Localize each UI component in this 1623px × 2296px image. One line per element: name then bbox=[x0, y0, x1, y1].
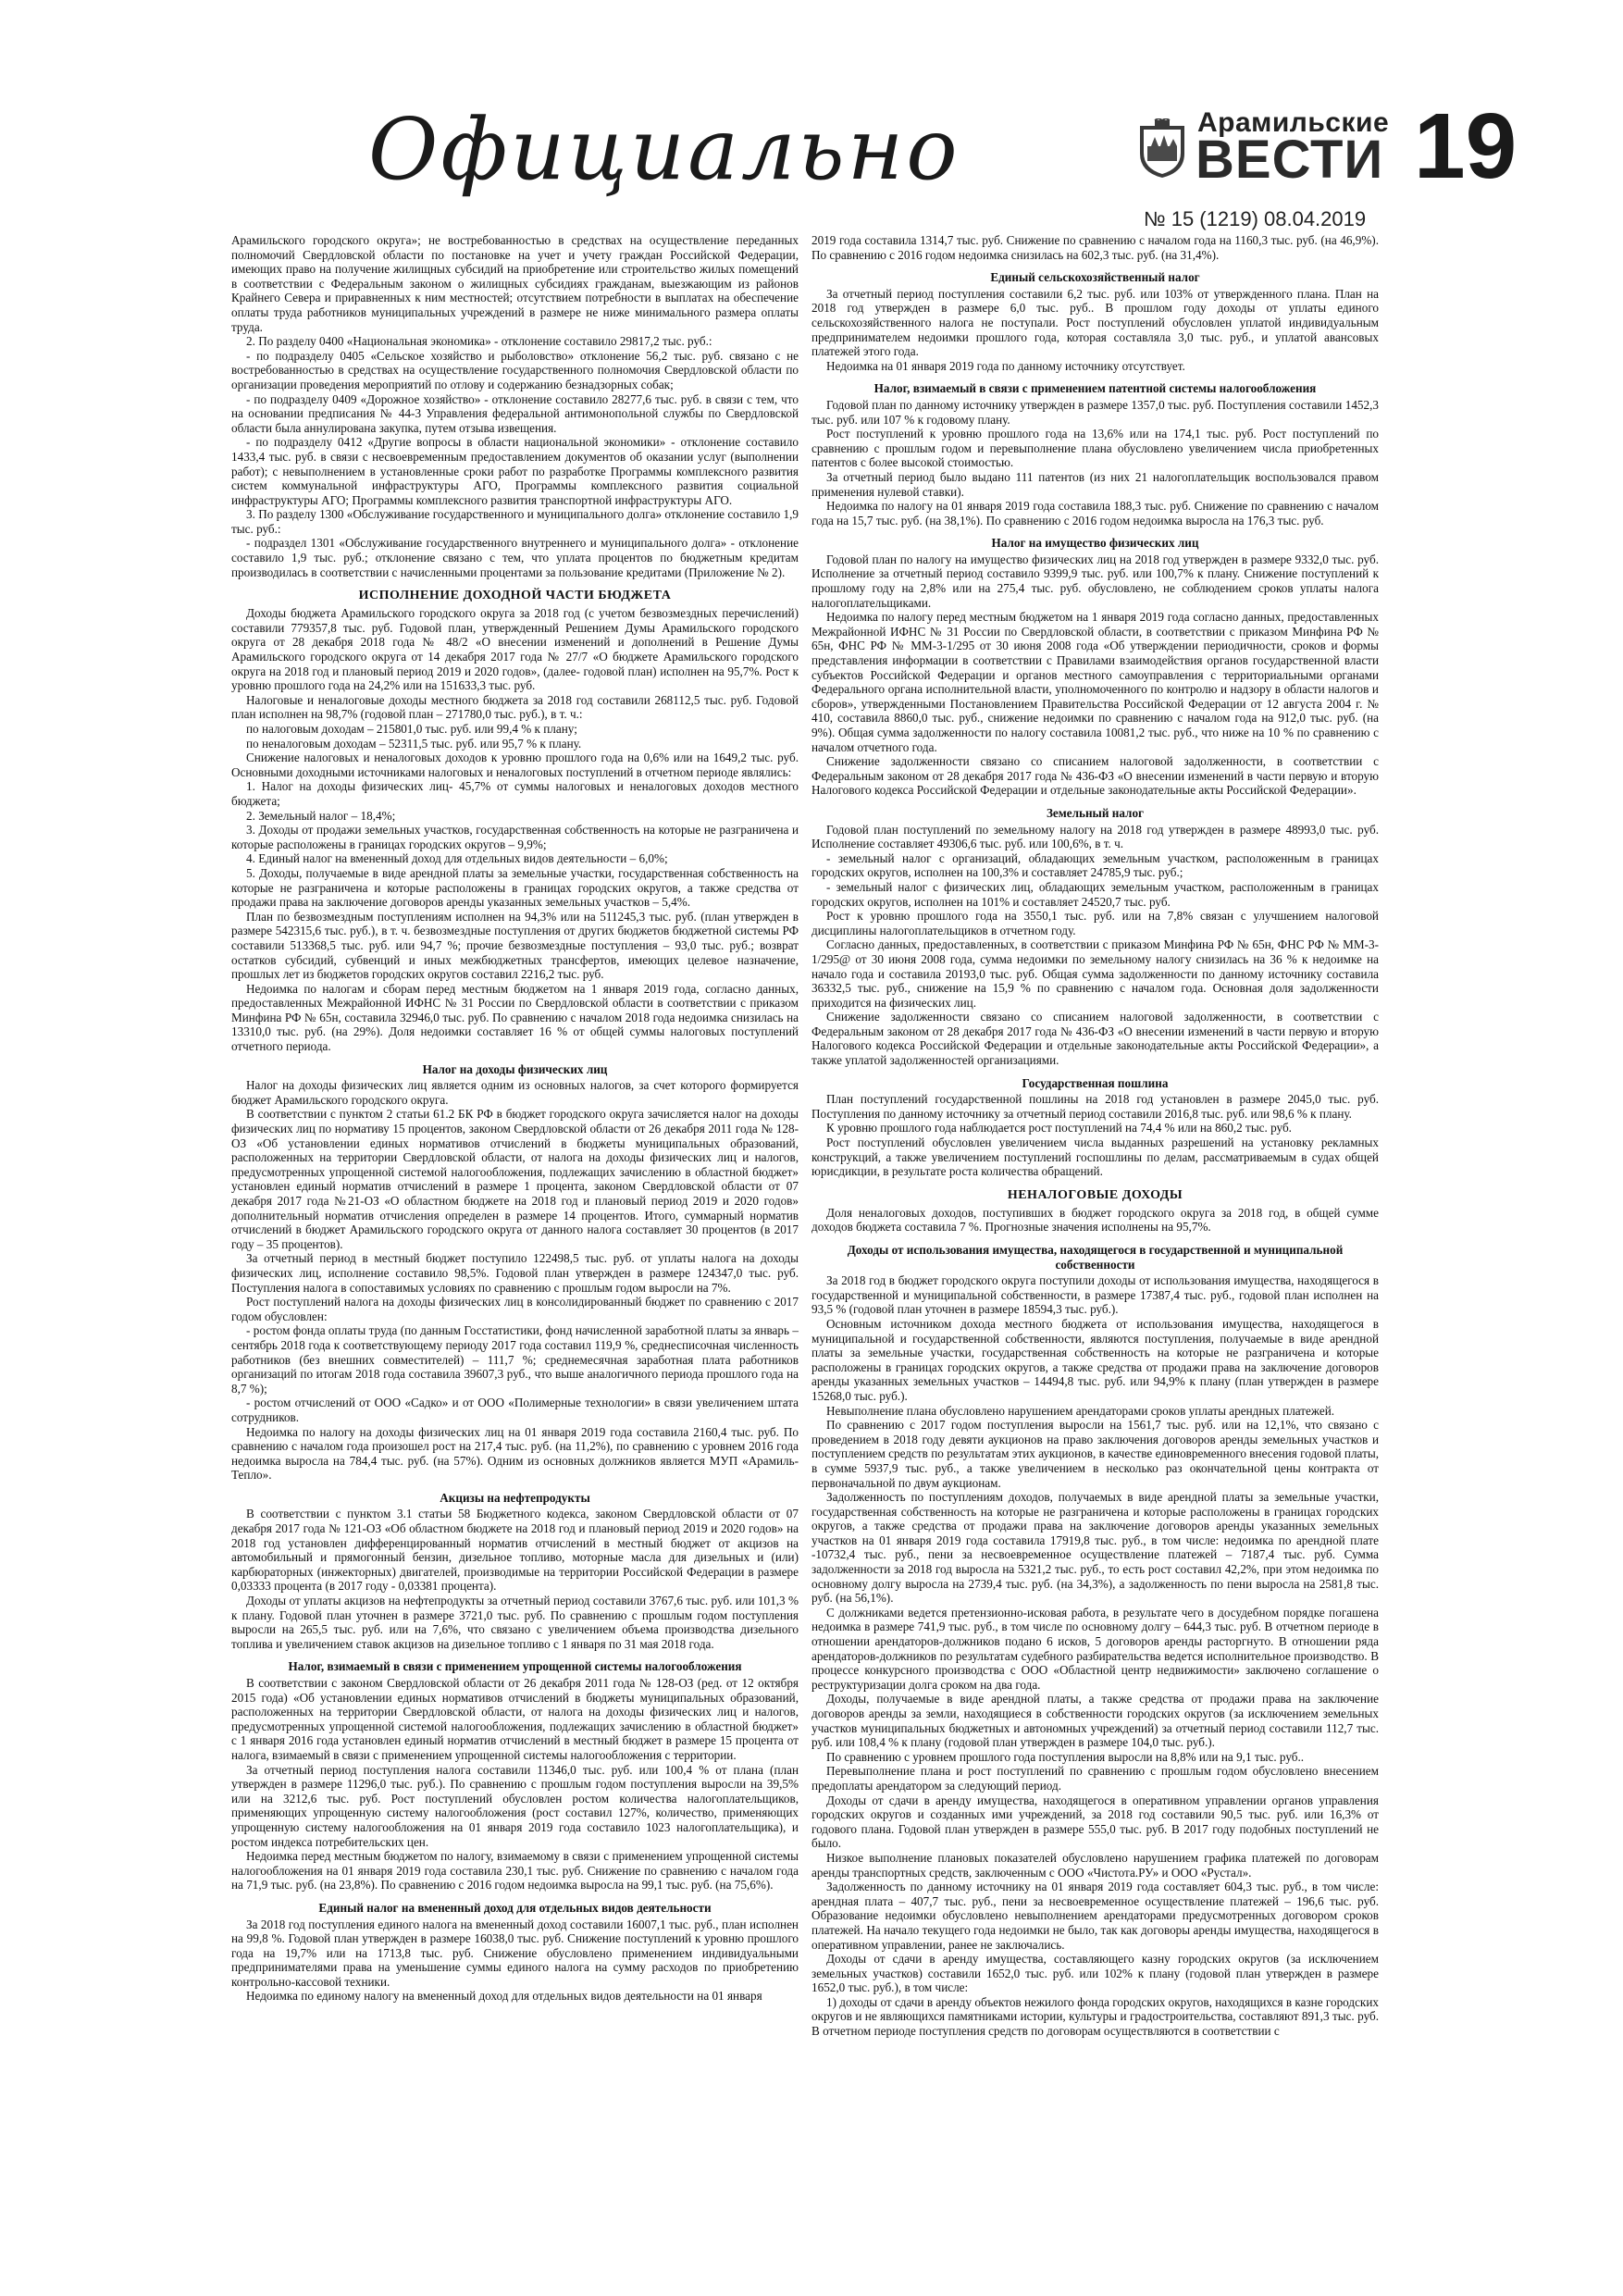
paragraph: Согласно данных, предоставленных, в соответствии с приказом Минфина РФ № 65н, ФНС РФ № ММ-3-1/295@ от 30 июня 2008 года, сумма недоимки по земельному налогу снизилась на 36 % к недоимке на начало года и составила 20193,0 тыс. руб. Общая сумма задолженности по данному источнику составила 36332,5 тыс. руб., снижение на 15,9 % по сравнению с началом года. Основная доля задолженности приходится на физических лиц. bbox=[812, 937, 1379, 1010]
section-heading: Налог, взимаемый в связи с применением патентной системы налогообложения bbox=[873, 381, 1317, 396]
paragraph: - ростом фонда оплаты труда (по данным Госстатистики, фонд начисленной заработной платы за январь – сентябрь 2018 года к соответствующему периоду 2017 года составил 119,9 %, среднесписочная численность работников (без внешних совместителей) – 111,7 %; среднемесячная заработная плата работников организаций по итогам 2018 года составила 39607,3 руб., что выше аналогичного периода прошлого года на 8,7 %); bbox=[231, 1323, 799, 1396]
paragraph: Годовой план поступлений по земельному налогу на 2018 год утвержден в размере 48993,0 тыс. руб. Исполнение составляет 49306,6 тыс. руб. или 100,6%, в т. ч. bbox=[812, 822, 1379, 851]
paragraph: В соответствии с пунктом 2 статьи 61.2 БК РФ в бюджет городского округа зачисляется налог на доходы физических лиц по нормативу 15 процентов, законом Свердловской области от 26 декабря 2011 года № 128-ОЗ «Об установлении единых нормативов отчислений в бюджеты муниципальных образований, расположенных на территории Свердловской области, от налога на доходы физических лиц и налогов, предусмотренных упрощенной системой налогообложения, подлежащих зачислению в областной бюджет» установлен единый норматив отчислений в размере 1 процента, законом Свердловской области от 07 декабря 2017 года №21-ОЗ «О областном бюджете на 2018 год и плановый период 2019 и 2020 годов» дополнительный норматив отчисления определен в размере 14 процентов. Итого, суммарный норматив отчислений в бюджет Арамильского городского округа от данного налога составляет 30 процентов (в 2017 году – 35 процентов). bbox=[231, 1107, 799, 1251]
paragraph: 3. Доходы от продажи земельных участков, государственная собственность на которые не разграничена и которые расположены в границах городских округов – 9,9%; bbox=[231, 823, 799, 851]
issue-number: № 15 (1219) 08.04.2019 bbox=[1144, 207, 1367, 230]
page-number: 19 bbox=[1414, 94, 1518, 198]
paragraph: Снижение задолженности связано со списанием налоговой задолженности, в соответствии с Федеральным законом от 28 декабря 2017 года № 436-ФЗ «О внесении изменений в части первую и вторую Налогового кодекса Российской Федерации и отдельные законодательные акты Российской Федерации», а также уплатой задолженностей организациями. bbox=[812, 1010, 1379, 1068]
brand-name-small: Арамильские bbox=[1197, 107, 1390, 138]
paragraph: В соответствии с пунктом 3.1 статьи 58 Бюджетного кодекса, законом Свердловской области от 07 декабря 2017 года № 121-ОЗ «Об областном бюджете на 2018 год и плановый период 2019 и 2020 годов» на 2018 год установлен дифференцированный норматив отчислений в местный бюджет от акцизов на автомобильный и прямогонный бензин, дизельное топливо, моторные масла для дизельных и (или) карбюраторных (инжекторных) двигателей, производимые на территории Российской Федерации в размере 0,03333 процента (в 2017 году - 0,03381 процента). bbox=[231, 1507, 799, 1594]
paragraph: С должниками ведется претензионно-исковая работа, в результате чего в досудебном порядке погашена недоимка в размере 741,9 тыс. руб., в том числе по основному долгу – 644,3 тыс. руб. В отчетном периоде в отношении арендаторов-должников подано 6 исков, 5 договоров аренды расторгнуто. В отношении ряда арендаторов-должников по результатам судебного разбирательства ведется исполнительное производство. В процессе конкурсного производства с ООО «Областной центр недвижимости» заключено соглашение о реструктуризации долга сроком на два года. bbox=[812, 1605, 1379, 1692]
paragraph: - подраздел 1301 «Обслуживание государственного внутреннего и муниципального долга» - отклонение составило 1,9 тыс. руб.; отклонение связано с тем, что уплата процентов по бюджетным кредитам производилась в соответствии с начисленными процентами за пользование кредитами (Приложение № 2). bbox=[231, 536, 799, 579]
section-heading: Доходы от использования имущества, находящегося в государственной и муниципальной собственности bbox=[847, 1243, 1344, 1272]
section-heading: Налог, взимаемый в связи с применением упрощенной системы налогообложения bbox=[288, 1659, 742, 1674]
paragraph: 2. Земельный налог – 18,4%; bbox=[246, 808, 396, 823]
paragraph: По сравнению с уровнем прошлого года поступления выросли на 8,8% или на 9,1 тыс. руб.. bbox=[826, 1749, 1305, 1764]
paragraph: Снижение налоговых и неналоговых доходов к уровню прошлого года на 0,6% или на 1649,2 тыс. руб. Основными доходными источниками налоговых и неналоговых поступлений в отчетном периоде являлись: bbox=[231, 751, 799, 779]
paragraph: За 2018 год в бюджет городского округа поступили доходы от использования имущества, находящегося в государственной и муниципальной собственности, в размере 17387,4 тыс. руб., годовой план исполнен на 93,5 % (годовой план уточнен в размере 18594,3 тыс. руб.). bbox=[812, 1273, 1379, 1317]
paragraph: Задолженность по данному источнику на 01 января 2019 года составляет 604,3 тыс. руб., в том числе: арендная плата – 407,7 тыс. руб., пени за несвоевременное осуществление платежей – 196,6 тыс. руб. Образование недоимки обусловлено невыполнением арендаторами предусмотренных договором сроков платежей. На начало текущего года недоимки не было, так как договоры аренды имущества, находящегося в оперативном управлении, ранее не заключались. bbox=[812, 1880, 1379, 1952]
paragraph: Годовой план по налогу на имущество физических лиц на 2018 год утвержден в размере 9332,0 тыс. руб. Исполнение за отчетный период составило 9399,9 тыс. руб. или 100,7% к плану. Снижение поступлений к прошлому году на 2,8% или на 275,4 тыс. руб. обусловлено, не соблюдением сроков уплаты налога налогоплательщиками. bbox=[812, 552, 1379, 610]
paragraph: План по безвозмездным поступлениям исполнен на 94,3% или на 511245,3 тыс. руб. (план утвержден в размере 542315,6 тыс. руб.), в т. ч. безвозмездные поступления от других бюджетов бюджетной системы РФ составили 513368,5 тыс. руб. или 94,7 %; прочие безвозмездные поступления – 93,0 тыс. руб.; возврат остатков субсидий, субвенций и иных межбюджетных трансфертов, имеющих целевое назначение, прошлых лет из бюджетов городских округов составил 2216,2 тыс. руб. bbox=[231, 909, 799, 982]
city-crest-icon bbox=[1136, 118, 1188, 180]
paragraph: В соответствии с законом Свердловской области от 26 декабря 2011 года № 128-ОЗ (ред. от 12 октября 2015 года) «Об установлении единых нормативов отчислений в бюджеты муниципальных образований, расположенных на территории Свердловской области, от налога на доходы физических лиц и налогов, предусмотренных упрощенной системой налогообложения, подлежащих зачислению в областной бюджет» с 1 января 2016 года установлен единый норматив отчислений в местный бюджет в размере 15 процента от налога, взимаемый в связи с применением упрощенной системы налогообложения с территории. bbox=[231, 1676, 799, 1762]
paragraph: Рост поступлений обусловлен увеличением числа выданных разрешений на установку рекламных конструкций, а также увеличением поступлений госпошлины по делам, рассматриваемым в судах общей юрисдикции, в результате роста количества обращений. bbox=[812, 1136, 1379, 1179]
paragraph: За отчетный период поступления составили 6,2 тыс. руб. или 103% от утвержденного плана. План на 2018 год утвержден в размере 6,0 тыс. руб.. В прошлом году доходы от уплаты единого сельскохозяйственного налога не поступали. Рост поступлений обусловлен уплатой индивидуальным предпринимателем недоимки прошлого года, которая составляла 3,0 тыс. руб., и уплатой авансовых платежей этого года. bbox=[812, 286, 1379, 359]
brand-name-big: ВЕСТИ bbox=[1196, 130, 1384, 190]
paragraph: Налог на доходы физических лиц является одним из основных налогов, за счет которого формируется бюджет Арамильского городского округа. bbox=[231, 1078, 799, 1107]
paragraph: Рост поступлений к уровню прошлого года на 13,6% или на 174,1 тыс. руб. Рост поступлений по сравнению с прошлым годом и перевыполнение плана обусловлено увеличением числа приобретенных патентов с более высокой стоимостью. bbox=[812, 427, 1379, 470]
newspaper-logo bbox=[1136, 100, 1442, 202]
paragraph: Доходы бюджета Арамильского городского округа за 2018 год (с учетом безвозмездных перечислений) составили 779357,8 тыс. руб. Годовой план, утвержденный Решением Думы Арамильского городского округа от 28 декабря 2018 года № 48/2 «О внесении изменений и дополнений в Решение Думы Арамильского городского округа от 14 декабря 2017 года № 27/7 «О бюджете Арамильского городского округа на 2018 год и плановый период 2019 и 2020 годов», (далее- годовой план) исполнен на 95,7%. Рост к уровню прошлого года на 24,2% или на 151633,3 тыс. руб. bbox=[231, 606, 799, 693]
left-column bbox=[231, 233, 799, 2288]
paragraph: Недоимка по налогу на 01 января 2019 года составила 188,3 тыс. руб. Снижение по сравнению с началом года на 15,7 тыс. руб. (на 38,1%). По сравнению с 2016 годом недоимка выросла на 176,3 тыс. руб. bbox=[812, 499, 1379, 527]
paragraph: Снижение задолженности связано со списанием налоговой задолженности, в соответствии с Федеральным законом от 28 декабря 2017 года № 436-ФЗ «О внесении изменений в части первую и вторую Налогового кодекса Российской Федерации и отдельные законодательные акты Российской Федерации». bbox=[812, 754, 1379, 798]
paragraph: Перевыполнение плана и рост поступлений по сравнению с прошлым годом обусловлено внесением предоплаты арендатором за следующий период. bbox=[812, 1764, 1379, 1793]
section-heading: Единый сельскохозяйственный налог bbox=[990, 270, 1200, 285]
paragraph: Недоимка по единому налогу на вмененный доход для отдельных видов деятельности на 01 января bbox=[246, 1989, 762, 2004]
paragraph: - по подразделу 0405 «Сельское хозяйство и рыболовство» отклонение 56,2 тыс. руб. связано с не востребованностью в средствах на осуществление государственного полномочия Свердловской области по организации проведения мероприятий по отлову и содержанию безнадзорных собак; bbox=[231, 348, 799, 391]
paragraph: Основным источником дохода местного бюджета от использования имущества, находящегося в муниципальной и государственной собственности, являются поступления, получаемые в виде арендной платы за земельные участки, государственная собственность на которые не разграничена и которые расположены в границах городских округов, а также средства от продажи права на заключение договоров аренды указанных земельных участков – 14494,8 тыс. руб. или 94,9% к плану (план утвержден в размере 15268,0 тыс. руб.). bbox=[812, 1316, 1379, 1403]
masthead bbox=[368, 94, 1534, 239]
paragraph: Недоимка по налогам и сборам перед местным бюджетом на 1 января 2019 года, согласно данных, предоставленных Межрайонной ИФНС № 31 России по Свердловской области в соответствии с приказом Минфина РФ № 65н, составила 32946,0 тыс. руб. По сравнению с началом 2018 года недоимка снизилась на 13310,0 тыс. руб. (на 29%). Доля недоимки составляет 16 % от общей суммы налоговых поступлений отчетного периода. bbox=[231, 981, 799, 1054]
paragraph: - ростом отчислений от ООО «Садко» и от ООО «Полимерные технологии» в связи увеличением штата сотрудников. bbox=[231, 1396, 799, 1424]
paragraph: Доходы от уплаты акцизов на нефтепродукты за отчетный период составили 3767,6 тыс. руб. или 101,3 % к плану. Годовой план уточнен в размере 3721,0 тыс. руб. По сравнению с прошлым годом поступления выросли на 265,5 тыс. руб. или на 7,6%, что связано с увеличением объема производства дизельного топлива и увеличением ставок акцизов на дизельное топливо с 1 января по 31 мая 2018 года. bbox=[231, 1594, 799, 1651]
paragraph: 1. Налог на доходы физических лиц- 45,7% от суммы налоговых и неналоговых доходов местного бюджета; bbox=[231, 779, 799, 808]
paragraph: За отчетный период в местный бюджет поступило 122498,5 тыс. руб. от уплаты налога на доходы физических лиц, исполнение составило 98,5%. Годовой план утвержден в размере 124347,0 тыс. руб. Поступления налога в сопоставимых условиях по сравнению с прошлым годом выросли на 7%. bbox=[231, 1251, 799, 1295]
paragraph: Доходы, получаемые в виде арендной платы, а также средства от продажи права на заключение договоров аренды за земли, находящиеся в собственности городских округов (за исключением земельных участков муниципальных бюджетных и автономных учреждений) за отчетный период составили 112,7 тыс. руб. или 108,4 % к плану (годовой план утвержден в размере 104,0 тыс. руб.). bbox=[812, 1692, 1379, 1750]
paragraph: 1) доходы от сдачи в аренду объектов нежилого фонда городских округов, находящихся в казне городских округов и не являющихся памятниками истории, культуры и градостроительства, составляют 891,3 тыс. руб. В отчетном периоде поступления средств по договорам осуществляются в соответствии с bbox=[812, 1994, 1379, 2039]
paragraph: Недоимка перед местным бюджетом по налогу, взимаемому в связи с применением упрощенной системы налогообложения на 01 января 2019 года составила 230,1 тыс. руб. Снижение по сравнению с началом года на 71,9 тыс. руб. (на 23,8%). По сравнению с 2016 годом недоимка выросла на 99,1 тыс. руб. (на 75,6%). bbox=[231, 1849, 799, 1893]
paragraph: Годовой план по данному источнику утвержден в размере 1357,0 тыс. руб. Поступления составили 1452,3 тыс. руб. или 107 % к годовому плану. bbox=[812, 397, 1379, 427]
paragraph: За 2018 год поступления единого налога на вмененный доход составили 16007,1 тыс. руб., план исполнен на 99,8 %. Годовой план утвержден в размере 16038,0 тыс. руб. Снижение поступлений к уровню прошлого года на 19,7% или на 1713,8 тыс. руб. Снижение обусловлено применением индивидуальными предпринимателями права на уменьшение суммы единого налога на сумму расходов по приобретению контрольно-кассовой техники. bbox=[231, 1917, 799, 1989]
paragraph: по неналоговым доходам – 52311,5 тыс. руб. или 95,7 % к плану. bbox=[246, 736, 582, 751]
paragraph: - по подразделу 0409 «Дорожное хозяйство» - отклонение составило 28277,6 тыс. руб. в связи с тем, что на основании предписания № 44-3 Управления федеральной антимонопольной службы по Свердловской области была аннулирована закупка, путем отзыва извещения. bbox=[231, 391, 799, 435]
paragraph: План поступлений государственной пошлины на 2018 год установлен в размере 2045,0 тыс. руб. Поступления по данному источнику за отчетный период составили 2016,8 тыс. руб. или 98,6 % к плану. bbox=[812, 1092, 1379, 1121]
paragraph: 5. Доходы, получаемые в виде арендной платы за земельные участки, государственная собственность на которые не разграничена и которые расположены в границах городских округов, а также средства от продажи права на заключение договоров аренды указанных земельных участков – 5,4%. bbox=[231, 865, 799, 910]
paragraph: 4. Единый налог на вмененный доход для отдельных видов деятельности – 6,0%; bbox=[246, 851, 668, 866]
paragraph: Арамильского городского округа»; не востребованностью в средствах на осуществление переданных полномочий Свердловской области по постановке на учет и учету граждан Российской Федерации, имеющих право на получение жилищных субсидий на приобретение или строительство жилых помещений в соответствии с Федеральным законом о жилищных субсидиях гражданам, выезжающим из районов Крайнего Севера и приравненных к ним местностей; отсутствием потребности в выплатах на обеспечение оплаты труда работников муниципальных учреждений в размере не ниже минимального размера оплаты труда. bbox=[231, 233, 799, 334]
section-heading: Налог на имущество физических лиц bbox=[991, 536, 1199, 551]
paragraph: За отчетный период было выдано 111 патентов (из них 21 налогоплательщик воспользовался правом применения нулевой ставки). bbox=[812, 469, 1379, 499]
paragraph: Рост к уровню прошлого года на 3550,1 тыс. руб. или на 7,8% связан с улучшением налоговой дисциплины налогоплательщиков в отчетном году. bbox=[812, 909, 1379, 937]
paragraph: Низкое выполнение плановых показателей обусловлено нарушением графика платежей по договорам аренды транспортных средств, заключенным с ООО «Чистота.РУ» и ООО «Рустал». bbox=[812, 1850, 1379, 1880]
section-heading: НЕНАЛОГОВЫЕ ДОХОДЫ bbox=[1007, 1187, 1183, 1202]
section-heading: Акцизы на нефтепродукты bbox=[440, 1490, 590, 1505]
paragraph: К уровню прошлого года наблюдается рост поступлений на 74,4 % или на 860,2 тыс. руб. bbox=[826, 1121, 1292, 1136]
section-title: Официально bbox=[368, 100, 960, 199]
paragraph: По сравнению с 2017 годом поступления выросли на 1561,7 тыс. руб. или на 12,1%, что связано с проведением в 2018 году девяти аукционов на право заключения договоров аренды земельных участков и поступлением средств по результатам этих аукционов, в качестве единовременного внесения годовой платы, в сумме 5937,9 тыс. руб., а также увеличением в несколько раз окончательной цены контракта от первоначальной по двум аукционам. bbox=[812, 1418, 1379, 1490]
right-column bbox=[812, 233, 1379, 2288]
paragraph: Рост поступлений налога на доходы физических лиц в консолидированный бюджет по сравнению с 2017 годом обусловлен: bbox=[231, 1295, 799, 1323]
paragraph: - земельный налог с организаций, обладающих земельным участком, расположенным в границах городских округов, исполнен на 100,3% и составляет 24785,9 тыс. руб.; bbox=[812, 850, 1379, 880]
section-heading: Земельный налог bbox=[1046, 805, 1145, 820]
paragraph: Невыполнение плана обусловлено нарушением арендаторами сроков уплаты арендных платежей. bbox=[826, 1403, 1335, 1418]
section-heading: Налог на доходы физических лиц bbox=[422, 1061, 608, 1076]
paragraph: 3. По разделу 1300 «Обслуживание государственного и муниципального долга» отклонение составило 1,9 тыс. руб.: bbox=[231, 507, 799, 536]
section-heading: ИСПОЛНЕНИЕ ДОХОДНОЙ ЧАСТИ БЮДЖЕТА bbox=[358, 589, 672, 603]
section-heading: Единый налог на вмененный доход для отдельных видов деятельности bbox=[318, 1900, 712, 1915]
paragraph: Задолженность по поступлениям доходов, получаемых в виде арендной платы за земельные участки, государственная собственность на которые не разграничена и которые расположены в границах городских округов, а также средства от продажи права на заключение договоров аренды указанных земельных участков на 01 января 2019 года составила 17919,8 тыс. руб., в том числе: недоимка по арендной плате -10732,4 тыс. руб., пени за несвоевременное осуществление платежей – 7187,4 тыс. руб. Сумма задолженности за 2018 год выросла на 5321,2 тыс. руб., то есть рост составил 42,2%, при этом недоимка по основному долгу выросла на 2739,4 тыс. руб. (на 34,3%), а задолженность по пени выросла на 2581,8 тыс. руб. (на 56,1%). bbox=[812, 1490, 1379, 1606]
section-heading: Государственная пошлина bbox=[1022, 1075, 1169, 1090]
paragraph: Доля неналоговых доходов, поступивших в бюджет городского округа за 2018 год, в общей сумме доходов бюджета составила 7 %. Прогнозные значения исполнены на 95,7%. bbox=[812, 1205, 1379, 1235]
paragraph: Недоимка по налогу на доходы физических лиц на 01 января 2019 года составила 2160,4 тыс. руб. По сравнению с началом года произошел рост на 217,4 тыс. руб. (на 11,2%), по сравнению с уровнем 2016 года недоимка выросла на 784,4 тыс. руб. (на 57%). Одним из основных должников является МУП «Арамиль-Тепло». bbox=[231, 1424, 799, 1483]
paragraph: 2019 года составила 1314,7 тыс. руб. Снижение по сравнению с началом года на 1160,3 тыс. руб. (на 46,9%). По сравнению с 2016 годом недоимка снизилась на 602,3 тыс. руб. (на 31,4%). bbox=[812, 233, 1379, 262]
paragraph: Недоимка на 01 января 2019 года по данному источнику отсутствует. bbox=[826, 358, 1185, 373]
paragraph: 2. По разделу 0400 «Национальная экономика» - отклонение составило 29817,2 тыс. руб.: bbox=[246, 334, 712, 349]
paragraph: Доходы от сдачи в аренду имущества, находящегося в оперативном управлении органов управления городских округов и созданных ими учреждений, за 2018 год составили 90,5 тыс. руб. или 16,3% от годового плана. Годовой план утвержден в размере 555,0 тыс. руб. В 2017 году подобных поступлений не было. bbox=[812, 1793, 1379, 1851]
paragraph: Налоговые и неналоговые доходы местного бюджета за 2018 год составили 268112,5 тыс. руб. Годовой план исполнен на 98,7% (годовой план – 271780,0 тыс. руб.), в т. ч.: bbox=[231, 692, 799, 722]
paragraph: по налоговым доходам – 215801,0 тыс. руб. или 99,4 % к плану; bbox=[246, 722, 577, 736]
paragraph: За отчетный период поступления налога составили 11346,0 тыс. руб. или 100,4 % от плана (план утвержден в размере 11296,0 тыс. руб.). По сравнению с прошлым годом поступления выросли на 39,5% или на 3212,6 тыс. руб. Рост поступлений обусловлен ростом количества налогоплательщиков, применяющих упрощенную систему налогообложения (рост составил 127%, количество, применяющих упрощенную систему налогообложения на 01 января 2019 года составило 1023 налогоплательщика), и ростом индекса потребительских цен. bbox=[231, 1762, 799, 1849]
paragraph: - земельный налог с физических лиц, обладающих земельным участком, расположенным в границах городских округов, исполнен на 101% и составляет 24520,7 тыс. руб. bbox=[812, 879, 1379, 909]
paragraph: - по подразделу 0412 «Другие вопросы в области национальной экономики» - отклонение составило 1433,4 тыс. руб. в связи с несвоевременным предоставлением документов об оказании услуг (выполнении работ); с невыполнением в установленные сроки работ по разработке Программы комплексного развития систем коммунальной инфраструктуры АГО, Программы комплексного развития социальной инфраструктуры АГО; Программы комплексного развития транспортной инфраструктуры АГО. bbox=[231, 435, 799, 507]
paragraph: Недоимка по налогу перед местным бюджетом на 1 января 2019 года согласно данных, предоставленных Межрайонной ИФНС № 31 России по Свердловской области, в соответствии с приказом Минфина РФ № 65н, ФНС РФ № ММ-3-1/295 от 30 июня 2008 года «Об утверждении периодичности, сроков и формы представления информации в соответствии с Правилами взаимодействия органов государственной власти субъектов Российской Федерации и органов местного самоуправления с территориальными органами Федерального органа исполнительной власти, уполномоченного по контролю и надзору в области налогов и сборов», утвержденными Постановлением Правительства Российской Федерации от 12 августа 2004 г. № 410, составила 8860,0 тыс. руб., снижение недоимки по сравнению с началом года на 912,0 тыс. руб. (на 9%). Общая сумма задолженности по налогу составила 10081,2 тыс. руб., что ниже на 10 % по сравнению с началом отчетного года. bbox=[812, 610, 1379, 754]
paragraph: Доходы от сдачи в аренду имущества, составляющего казну городских округов (за исключением земельных участков) составили 1652,0 тыс. руб. или 102% к плану (годовой план утвержден в размере 1652,0 тыс. руб.), в том числе: bbox=[812, 1952, 1379, 1995]
